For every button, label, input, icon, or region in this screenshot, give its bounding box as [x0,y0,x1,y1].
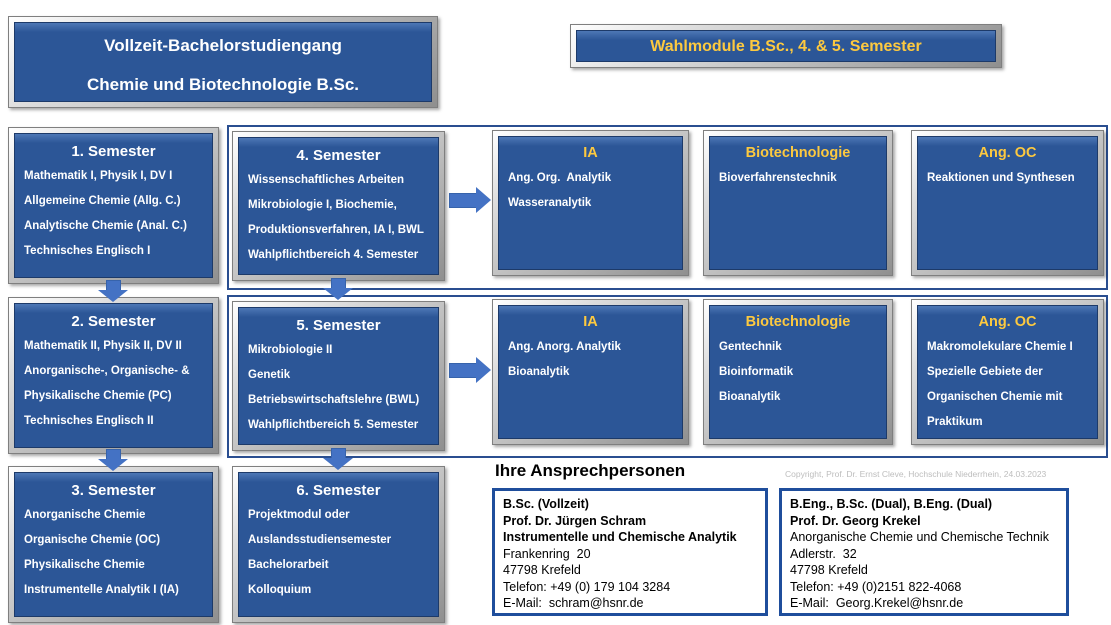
contact-city: 47798 Krefeld [790,563,868,577]
arrow-right-semester-5-icon [449,357,491,383]
semester-5-item: Betriebswirtschaftslehre (BWL) [248,394,420,406]
semester-5-title: 5. Semester [296,317,381,334]
contact-street: Frankenring 20 [503,546,591,561]
wahlmodul-angoc-4-title: Ang. OC [978,145,1037,161]
contact-name: Prof. Dr. Jürgen Schram [503,513,647,528]
wahlmodul-ia-4-item: Ang. Org. Analytik [508,172,612,184]
semester-5-box [232,301,445,451]
arrow-down-2-3-icon [98,449,128,471]
arrow-down-5-6-icon [323,448,353,470]
contact-degree: B.Eng., B.Sc. (Dual), B.Eng. (Dual) [790,497,993,511]
semester-4-box [232,131,445,281]
wahlmodul-ia-5-title: IA [583,314,598,330]
semester-6-item: Auslandsstudiensemester [248,534,392,546]
semester-3-item: Anorganische Chemie [24,509,146,521]
semester-1-title: 1. Semester [71,143,156,160]
semester-3-item: Instrumentelle Analytik I (IA) [24,584,179,596]
wahlmodule-title-inner [576,30,996,62]
wahlmodul-angoc-5-box [911,299,1104,445]
semester-2-item: Anorganische-, Organische- & [24,365,190,377]
contact-name: Prof. Dr. Georg Krekel [790,513,921,528]
wahlmodul-ia-4-title: IA [583,145,598,161]
semester-1-item: Allgemeine Chemie (Allg. C.) [24,195,181,207]
wahlmodul-angoc-4-item: Reaktionen und Synthesen [927,172,1075,184]
semester-1-item: Analytische Chemie (Anal. C.) [24,220,187,232]
wahlmodul-ia-4-item: Wasseranalytik [508,197,592,209]
contacts-heading: Ihre Ansprechpersonen [495,461,686,480]
wahlmodul-biotech-5-item: Bioinformatik [719,366,794,378]
semester-3-title: 3. Semester [71,482,156,499]
semester-4-item: Wahlpflichtbereich 4. Semester [248,249,419,261]
semester-1-item: Technisches Englisch I [24,245,151,257]
semester-1-box [8,127,219,284]
wahlmodul-biotech-5-box [703,299,893,445]
semester-3-box [8,466,219,623]
wahlmodul-biotech-4-box [703,130,893,276]
wahlmodul-angoc-5-item: Organischen Chemie mit [927,391,1063,403]
semester-6-item: Projektmodul oder [248,509,350,521]
wahlmodul-angoc-4-box [911,130,1104,276]
program-title-line2: Chemie und Biotechnologie B.Sc. [86,75,360,94]
wahlmodul-ia-5-box [492,299,689,445]
program-title-line1: Vollzeit-Bachelorstudiengang [104,36,342,55]
semester-6-title: 6. Semester [296,482,381,499]
semester-3-item: Physikalische Chemie [24,559,145,571]
semester-4-title: 4. Semester [296,147,381,164]
contact-department: Instrumentelle und Chemische Analytik [503,530,737,544]
semester-2-item: Mathematik II, Physik II, DV II [24,340,182,352]
contact-degree: B.Sc. (Vollzeit) [503,497,589,511]
arrow-right-semester-4-icon [449,187,491,213]
wahlmodul-biotech-4-item: Bioverfahrenstechnik [719,172,837,184]
semester-5-item: Genetik [248,369,291,381]
contact-email: E-Mail: schram@hsnr.de [503,596,644,610]
contact-street: Adlerstr. 32 [790,546,857,561]
semester-4-item: Produktionsverfahren, IA I, BWL [248,224,424,236]
semester-5-item: Mikrobiologie II [248,344,333,356]
contact-city: 47798 Krefeld [503,563,581,577]
wahlmodul-angoc-5-title: Ang. OC [978,314,1037,330]
wahlmodule-title: Wahlmodule B.Sc., 4. & 5. Semester [650,38,922,55]
wahlmodul-angoc-5-item: Makromolekulare Chemie I [927,341,1073,353]
wahlmodul-angoc-5-item: Spezielle Gebiete der [927,366,1043,378]
wahlmodule-title-box [570,24,1002,68]
contact-card-schram [492,488,768,616]
contact-phone: Telefon: +49 (0)2151 822-4068 [790,579,962,594]
semester-2-box [8,297,219,454]
wahlmodul-biotech-5-title: Biotechnologie [745,314,851,330]
wahlmodul-ia-5-item: Bioanalytik [508,366,570,378]
program-title-box [8,16,438,108]
program-title-inner [14,22,432,102]
wahlmodul-biotech-5-item: Gentechnik [719,341,782,353]
wahlmodul-biotech-4-title: Biotechnologie [745,145,851,161]
contact-card-krekel [779,488,1069,616]
semester-5-item: Wahlpflichtbereich 5. Semester [248,419,419,431]
semester-6-item: Kolloquium [248,584,312,596]
semester-1-item: Mathematik I, Physik I, DV I [24,170,173,182]
semester-4-item: Wissenschaftliches Arbeiten [248,174,405,186]
wahlmodul-biotech-5-item: Bioanalytik [719,391,781,403]
semester-6-box [232,466,445,623]
arrow-down-1-2-icon [98,280,128,302]
arrow-down-4-5-icon [323,278,353,300]
contact-email: E-Mail: Georg.Krekel@hsnr.de [790,596,964,610]
wahlmodul-ia-5-item: Ang. Anorg. Analytik [508,341,621,353]
semester-2-title: 2. Semester [71,313,156,330]
contact-phone: Telefon: +49 (0) 179 104 3284 [503,579,671,594]
semester-6-item: Bachelorarbeit [248,559,329,571]
semester-2-item: Physikalische Chemie (PC) [24,390,172,402]
semester-2-item: Technisches Englisch II [24,415,154,427]
wahlmodul-angoc-5-item: Praktikum [927,416,983,428]
contact-department: Anorganische Chemie und Chemische Technik [790,530,1049,544]
copyright-note: Copyright, Prof. Dr. Ernst Cleve, Hochschule Niederrhein, 24.03.2023 [785,469,1047,479]
wahlmodul-ia-4-box [492,130,689,276]
semester-4-item: Mikrobiologie I, Biochemie, [248,199,397,211]
semester-3-item: Organische Chemie (OC) [24,534,161,546]
